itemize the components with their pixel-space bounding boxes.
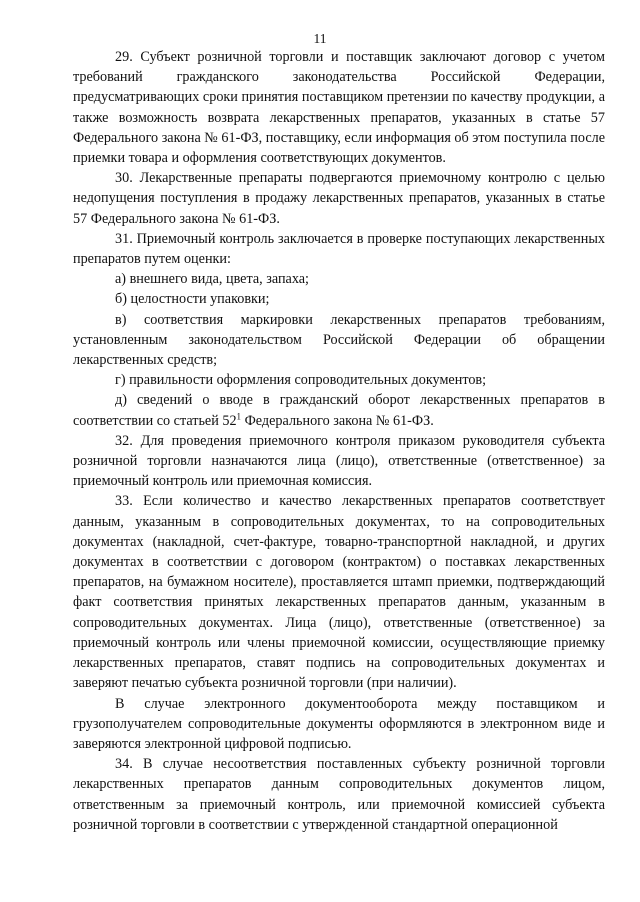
superscript-footnote: 1 xyxy=(236,410,242,421)
list-item-a: а) внешнего вида, цвета, запаха; xyxy=(115,271,309,288)
paragraph-31: 31. Приемочный контроль заключается в проверке поступающих лекарственных препаратов путем оценки: xyxy=(73,230,605,268)
list-item-d xyxy=(73,390,605,430)
list-item-b: б) целостности упаковки; xyxy=(115,291,270,308)
list-item-d-text: д) сведений о вводе в гражданский оборот лекарственных препаратов в соответствии со статьей 52 xyxy=(73,392,605,429)
paragraph-electronic-docflow: В случае электронного документооборота между поставщиком и грузополучателем сопроводительные документы оформляются в электронном виде и заверяются электронной цифровой подписью. xyxy=(73,695,605,752)
paragraph-33: 33. Если количество и качество лекарственных препаратов соответствует данным, указанным в сопроводительных документах, то на сопроводительных документах (накладной, счет-фактуре, товарно-транспортной накладной, и других документах в соответствии с договором (контрактом) о поставках лекарственных препаратов, на бумажном носителе), проставляется штамп приемки, подтверждающий факт соответствия принятых лекарственных препаратов данным, указанным в сопроводительных документах. Лица (лицо), ответственные (ответственное) за приемочный контроль или члены приемочной комиссии, осуществляющие приемку лекарственных препаратов, ставят подпись на сопроводительных документах и заверяют печатью субъекта розничной торговли (при наличии). xyxy=(73,493,605,692)
paragraph-34: 34. В случае несоответствия поставленных субъекту розничной торговли лекарственных препаратов данным сопроводительных документов лицом, ответственным за приемочный контроль, или приемочной комиссией субъекта розничной торговли в соответствии с утвержденной стандартной операционной xyxy=(73,756,605,833)
paragraph-32: 32. Для проведения приемочного контроля приказом руководителя субъекта розничной торговли назначаются лица (лицо), ответственные (ответственное) за приемочный контроль или приемочная комиссия. xyxy=(73,432,605,490)
list-item-d-text-end: Федерального закона № 61-ФЗ. xyxy=(241,412,434,429)
list-item-v: в) соответствия маркировки лекарственных препаратов требованиям, установленным законодательством Российской Федерации об обращении лекарственных средств; xyxy=(73,311,605,369)
list-item-g: г) правильности оформления сопроводительных документов; xyxy=(115,372,487,389)
paragraph-30: 30. Лекарственные препараты подвергаются приемочному контролю с целью недопущения поступления в продажу лекарственных препаратов, указанных в статье 57 Федерального закона № 61-ФЗ. xyxy=(73,170,605,227)
paragraph-29: 29. Субъект розничной торговли и поставщик заключают договор с учетом требований гражданского законодательства Российской Федерации, предусматривающих сроки принятия поставщиком претензии по качеству продукции, а также возможность возврата лекарственных препаратов, указанных в статье 57 Федерального закона № 61-ФЗ, поставщику, если информация об этом поступила после приемки товара и оформления соответствующих документов. xyxy=(73,49,605,167)
document-body xyxy=(73,47,605,835)
page-number: 11 xyxy=(313,31,327,46)
